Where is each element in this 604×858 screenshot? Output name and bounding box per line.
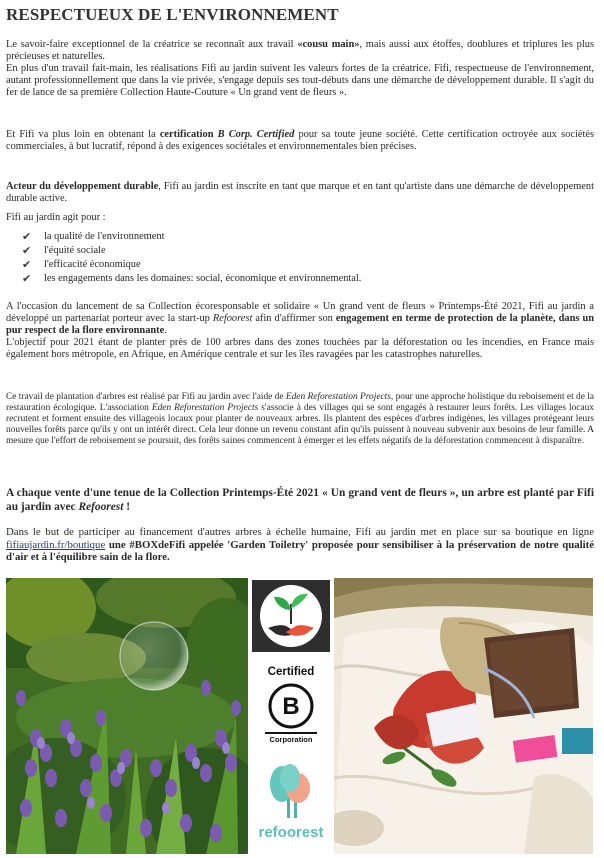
agit-pour: Fifi au jardin agit pour : [6, 212, 106, 223]
text: A l'occasion du lancement de sa Collection écoresponsable et solidaire « Un grand vent de fleurs » Printemps-Été 2021, Fifi au jardin a développé un partenariat porteur avec la start-up [6, 301, 594, 325]
list-item-text: les engagements dans les domaines: social, économique et environnemental. [44, 273, 362, 284]
box-paragraph [6, 526, 594, 564]
engagement-emphasis: engagement en terme de protection de la planète, dans un pur respect de la flore environnante [6, 313, 594, 337]
check-icon: ✔ [22, 259, 32, 271]
garden-toiletry-box-photo [334, 578, 593, 854]
corporation-label: Corporation [269, 735, 313, 744]
text: . [164, 325, 167, 337]
check-icon: ✔ [22, 273, 32, 285]
list-item-text: l'efficacité économique [44, 259, 141, 270]
partnership-paragraph [6, 301, 594, 361]
text: , mais aussi aux étoffes, doublures et triplures les plus précieuses et naturelles. [6, 39, 594, 63]
acteur-heading: Acteur du développement durable [6, 181, 159, 192]
certification-paragraph [6, 129, 594, 153]
boutique-link[interactable]: fifiaujardin.fr/boutique [6, 538, 106, 551]
cousu-main-emphasis: «cousu main» [297, 39, 360, 50]
text: pour sa toute jeune société. Cette certification octroyée aux sociétés commerciales, à but lucratif, répond à des exigences sociétales et environnementales bien précises. [6, 129, 595, 153]
list-item [22, 272, 582, 286]
text: A chaque vente d'une tenue de la Collection Printemps-Été 2021 « Un grand vent de fleurs », un arbre est planté par Fifi au jardin avec [6, 487, 594, 513]
intro-line-2: En plus d'un travail fait-main, les réalisations Fifi au jardin suivent les valeurs fortes de la créatrice. Fifi, respectueuse de l'environnement, autant professionnellement que dans la vie privée, s'engage depuis ses tout-débuts dans une démarche de développement durable. Il s'agit du fer de lance de sa première Collection Haute-Couture « Un grand vent de fleurs ». [6, 63, 594, 99]
photo-strip [6, 578, 593, 854]
text: , Fifi au jardin est inscrite en tant que marque et en tant qu'artiste dans une démarche de développement durable active. [6, 181, 594, 205]
text: Ce travail de plantation d'arbres est réalisé par Fifi au jardin avec l'aide de [6, 392, 286, 402]
check-icon: ✔ [22, 231, 32, 243]
eden-paragraph [6, 392, 594, 447]
text: afin d'affirmer son [252, 313, 336, 325]
bcorp-rule [265, 732, 317, 734]
list-item [22, 230, 582, 244]
text: Le savoir-faire exceptionnel de la créatrice se reconnaît aux travail [6, 39, 298, 50]
page-title: RESPECTUEUX DE L'ENVIRONNEMENT [6, 5, 339, 24]
list-item [22, 244, 582, 258]
certification-label: certification [159, 129, 218, 140]
tree-per-sale-paragraph [6, 486, 594, 514]
text: Dans le but de participer au financement d'autres arbres à échelle humaine, Fifi au jardin met en place sur sa boutique en ligne [6, 526, 594, 538]
refoorest-name: Refoorest [212, 313, 253, 325]
certified-label: Certified [267, 666, 315, 678]
bluebells-photo [6, 578, 248, 854]
eco-hands-logo [252, 580, 330, 652]
text: , pour une approche holistique du reboisement et de la restauration écologique. L'association [6, 392, 594, 414]
logos-column [248, 578, 334, 854]
check-icon: ✔ [22, 245, 32, 257]
text: s'associe à des villages qui se sont engagés à restaurer leurs forêts. Les villages locaux recrutent et forment ensuite des villageois locaux pour planter de nouveaux arbres. Ils plantent des espèces d'arbres indigènes, les villages protégeant leurs nouvelles forêts parce qu'ils y ont un intérêt direct. Cela leur donne un revenu constant afin qu'ils puissent à nouveau subvenir aux besoins de leur famille. A mesure que l'effort de reboisement se poursuit, des forêts saines commencent à émerger et les effets négatifs de la déforestation commencent à disparaître. [6, 403, 594, 447]
bcorp-circle-logo [267, 682, 315, 730]
box-emphasis: une #BOXdeFifi appelée 'Garden Toiletry' proposée pour sensibiliser à la préservation de notre qualité d'air et à l'équilibre sain de la flore. [6, 538, 594, 564]
objective-text: L'objectif pour 2021 étant de planter près de 100 arbres dans des zones touchées par la déforestation ou les incendies, en France mais également hors métropole, en Afrique, en Amérique centrale et sur les îles ravagées par les catastrophes naturelles. [6, 337, 594, 361]
list-item-text: l'équité sociale [44, 245, 106, 256]
acteur-paragraph [6, 181, 594, 205]
box-image [334, 578, 593, 854]
eden-name: Eden Reforestation Projects [285, 392, 391, 402]
values-checklist [22, 230, 582, 286]
list-item [22, 258, 582, 272]
text: Et Fifi va plus loin en obtenant la [6, 129, 160, 140]
list-item-text: la qualité de l'environnement [44, 231, 165, 242]
intro-line-1 [6, 39, 594, 63]
refoorest-tree-logo [266, 762, 316, 820]
text: ! [123, 501, 131, 513]
eden-name: Eden Reforestation Projects [151, 403, 259, 414]
bcorp-letter: B [282, 693, 300, 720]
refoorest-label: refoorest [258, 824, 324, 841]
bluebells-image [6, 578, 248, 854]
intro-paragraph [6, 39, 594, 99]
refoorest-name: Refoorest [78, 501, 124, 513]
bcorp-label: B Corp. Certified [217, 129, 295, 140]
